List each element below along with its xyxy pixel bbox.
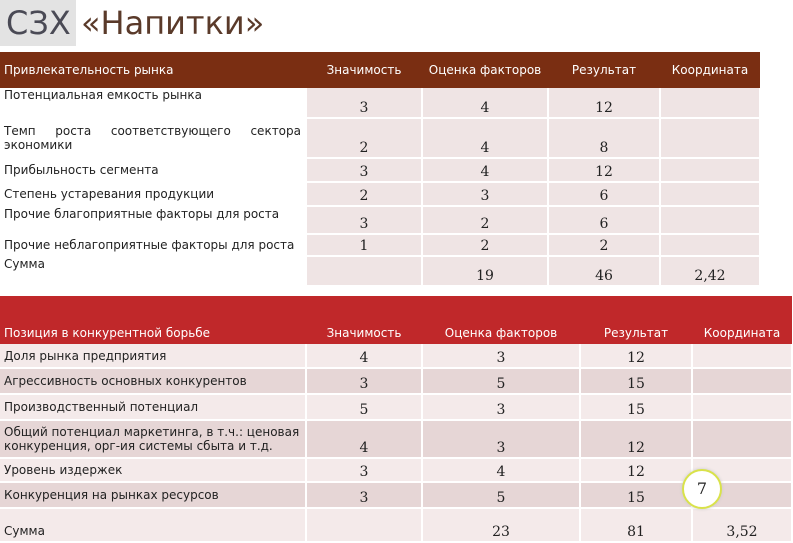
table-row (0, 118, 760, 158)
row-coordinate (692, 368, 792, 394)
table-row (0, 368, 792, 394)
row-weight: 3 (306, 88, 422, 118)
header-coordinate: Координата (660, 52, 760, 88)
row-result: 15 (580, 394, 692, 420)
table-row (0, 394, 792, 420)
row-score: 4 (422, 88, 548, 118)
row-weight: 2 (306, 182, 422, 206)
header-result: Результат (580, 296, 692, 344)
row-score: 3 (422, 344, 580, 368)
row-weight: 5 (306, 394, 422, 420)
competitive-position-table (0, 296, 793, 543)
row-coordinate (660, 118, 760, 158)
header-weight: Значимость (306, 296, 422, 344)
table-header-row (0, 52, 760, 88)
slide-title (6, 4, 264, 42)
row-weight: 3 (306, 158, 422, 182)
header-score: Оценка факторов (422, 52, 548, 88)
slide-title-area (0, 0, 720, 52)
row-label: Прочие благоприятные факторы для роста (0, 206, 306, 234)
header-coordinate: Координата (692, 296, 792, 344)
header-criterion: Привлекательность рынка (0, 52, 306, 88)
row-result: 15 (580, 368, 692, 394)
row-result: 12 (580, 344, 692, 368)
row-coordinate (692, 344, 792, 368)
header-weight: Значимость (306, 52, 422, 88)
row-result: 6 (548, 206, 660, 234)
row-score: 3 (422, 420, 580, 458)
row-result: 15 (580, 482, 692, 508)
row-label: Общий потенциал маркетинга, в т.ч.: ценовая конкуренция, орг-ия системы сбыта и т.д. (0, 420, 306, 458)
row-score: 23 (422, 508, 580, 542)
title-abbr: СЗХ (6, 4, 71, 42)
row-weight: 2 (306, 118, 422, 158)
table-sum-row (0, 256, 760, 286)
row-coordinate (660, 182, 760, 206)
row-weight: 4 (306, 420, 422, 458)
market-attractiveness-table (0, 52, 761, 287)
row-weight: 3 (306, 368, 422, 394)
row-weight (306, 508, 422, 542)
row-result: 12 (580, 420, 692, 458)
title-text: «Напитки» (80, 4, 265, 42)
table-row (0, 420, 792, 458)
header-result: Результат (548, 52, 660, 88)
row-result: 12 (548, 88, 660, 118)
page-number-badge: 7 (682, 469, 722, 509)
row-score: 4 (422, 118, 548, 158)
row-weight: 3 (306, 206, 422, 234)
row-score: 3 (422, 394, 580, 420)
row-weight (306, 256, 422, 286)
table-row (0, 158, 760, 182)
row-score: 3 (422, 182, 548, 206)
table-row (0, 88, 760, 118)
row-label: Производственный потенциал (0, 394, 306, 420)
row-label: Темп роста соответствующего сектора экономики (0, 118, 306, 158)
row-coordinate: 2,42 (660, 256, 760, 286)
row-label: Потенциальная емкость рынка (0, 88, 306, 118)
row-label: Сумма (0, 256, 306, 286)
row-result: 12 (580, 458, 692, 482)
row-label: Сумма (0, 508, 306, 542)
row-label: Степень устаревания продукции (0, 182, 306, 206)
table-header-row (0, 296, 792, 344)
header-criterion: Позиция в конкурентной борьбе (0, 296, 306, 344)
row-weight: 1 (306, 234, 422, 256)
row-label: Конкуренция на рынках ресурсов (0, 482, 306, 508)
table-row (0, 234, 760, 256)
row-label: Прочие неблагоприятные факторы для роста (0, 234, 306, 256)
header-score: Оценка факторов (422, 296, 580, 344)
row-weight: 3 (306, 482, 422, 508)
row-label: Агрессивность основных конкурентов (0, 368, 306, 394)
table-row (0, 344, 792, 368)
row-result: 8 (548, 118, 660, 158)
row-result: 46 (548, 256, 660, 286)
row-coordinate (660, 234, 760, 256)
row-coordinate (660, 88, 760, 118)
row-coordinate (660, 206, 760, 234)
row-result: 2 (548, 234, 660, 256)
table-sum-row (0, 508, 792, 542)
row-label: Доля рынка предприятия (0, 344, 306, 368)
row-coordinate: 3,52 (692, 508, 792, 542)
row-score: 2 (422, 234, 548, 256)
table-row (0, 206, 760, 234)
row-score: 5 (422, 368, 580, 394)
row-result: 12 (548, 158, 660, 182)
table-row (0, 482, 792, 508)
row-label: Прибыльность сегмента (0, 158, 306, 182)
row-score: 19 (422, 256, 548, 286)
row-score: 4 (422, 158, 548, 182)
row-coordinate (660, 158, 760, 182)
row-coordinate (692, 420, 792, 458)
row-result: 6 (548, 182, 660, 206)
row-score: 5 (422, 482, 580, 508)
row-weight: 3 (306, 458, 422, 482)
row-coordinate (692, 394, 792, 420)
table-row (0, 182, 760, 206)
row-score: 2 (422, 206, 548, 234)
row-label: Уровень издержек (0, 458, 306, 482)
row-result: 81 (580, 508, 692, 542)
table-row (0, 458, 792, 482)
row-weight: 4 (306, 344, 422, 368)
row-score: 4 (422, 458, 580, 482)
